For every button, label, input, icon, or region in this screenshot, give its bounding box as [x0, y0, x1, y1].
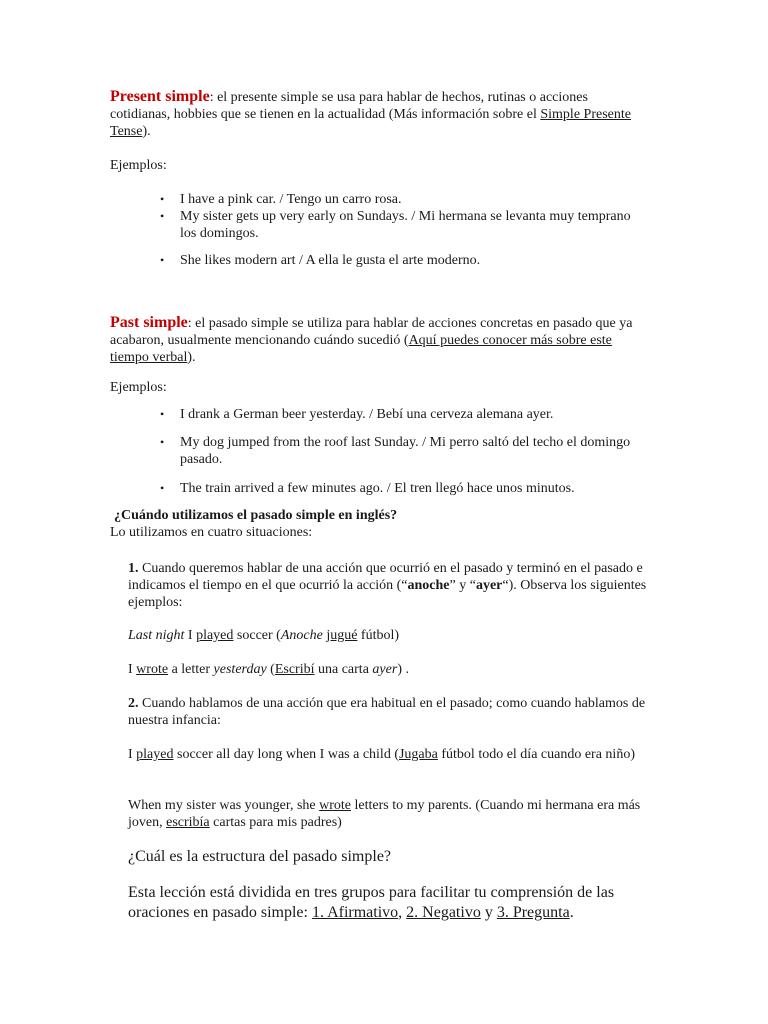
- bullet-icon: •: [160, 407, 165, 421]
- estructura-heading: ¿Cuál es la estructura del pasado simple?: [128, 848, 392, 865]
- link-pregunta[interactable]: 3. Pregunta: [496, 904, 570, 921]
- keyword-ayer: ayer: [475, 578, 503, 593]
- present-simple-paragraph: [110, 88, 650, 140]
- past-simple-text: : el pasado simple se utiliza para hablar de acciones concretas en pasado que ya acabaron, usualmente mencionando cuándo sucedió (: [110, 316, 633, 348]
- situation-1-paragraph: [128, 560, 648, 611]
- situation-1-text: Cuando queremos hablar de una acción que ocurrió en el pasado y terminó en el pasado e indicamos el tiempo en el que ocurrió la acción (“: [128, 561, 643, 593]
- example-text: fútbol todo el día cuando era niño): [437, 747, 635, 762]
- list-item-text: I drank a German beer yesterday. / Bebí una cerveza alemana ayer.: [180, 407, 554, 422]
- list-item-text: My sister gets up very early on Sundays. / Mi hermana se levanta muy temprano los domingos.: [180, 209, 631, 241]
- example-verb: escribía: [166, 815, 210, 830]
- example-verb: Escribí: [274, 662, 315, 677]
- past-simple-paragraph: [110, 314, 650, 366]
- present-simple-heading: Present simple: [110, 88, 210, 105]
- example-text: fútbol): [357, 628, 400, 643]
- situation-1-connector: ” y “: [449, 578, 476, 593]
- example-verb: Jugaba: [398, 747, 438, 762]
- example-text: Last night: [128, 628, 185, 643]
- list-item-text: She likes modern art / A ella le gusta el arte moderno.: [180, 253, 481, 268]
- example-verb: wrote: [319, 798, 352, 813]
- example-verb: played: [136, 747, 174, 762]
- example-text: una carta: [314, 662, 373, 677]
- bullet-icon: •: [160, 435, 165, 449]
- example-text: ayer: [372, 662, 398, 677]
- example-text: (: [266, 662, 275, 677]
- estructura-separator: ,: [398, 904, 407, 921]
- example-verb: wrote: [136, 662, 169, 677]
- situation-2-number: 2.: [128, 696, 139, 711]
- example-yesterday: [128, 661, 648, 678]
- estructura-separator: y: [480, 904, 497, 921]
- past-simple-link[interactable]: Aquí puedes conocer más sobre este tiempo verbal: [110, 333, 612, 365]
- example-text: a letter: [168, 662, 214, 677]
- example-last-night: [128, 627, 648, 644]
- situation-1-text-end: “). Observa los siguientes ejemplos:: [128, 578, 647, 610]
- list-item-text: My dog jumped from the roof last Sunday. / Mi perro saltó del techo el domingo pasado.: [180, 435, 631, 467]
- list-item-text: The train arrived a few minutes ago. / El tren llegó hace unos minutos.: [180, 481, 575, 496]
- link-afirmativo[interactable]: 1. Afirmativo: [311, 904, 399, 921]
- past-simple-end: ).: [187, 350, 196, 365]
- example-text: cartas para mis padres): [209, 815, 342, 830]
- keyword-anoche: anoche: [407, 578, 450, 593]
- estructura-text: Esta lección está dividida en tres grupos para facilitar tu comprensión de las oraciones en pasado simple:: [128, 884, 615, 921]
- bullet-icon: •: [160, 192, 165, 206]
- example-text: ) .: [397, 662, 409, 677]
- present-simple-text: : el presente simple se usa para hablar de hechos, rutinas o acciones cotidianas, hobbies que se tienen en la actualidad (Más información sobre el: [110, 90, 588, 122]
- example-child: [128, 746, 648, 763]
- list-item-text: I have a pink car. / Tengo un carro rosa.: [180, 192, 402, 207]
- situation-2-text: Cuando hablamos de una acción que era habitual en el pasado; como cuando hablamos de nuestra infancia:: [128, 696, 646, 728]
- example-text: soccer (: [233, 628, 281, 643]
- bullet-icon: •: [160, 209, 165, 223]
- situation-1-number: 1.: [128, 561, 139, 576]
- past-simple-heading: Past simple: [110, 314, 188, 331]
- example-text: Anoche: [280, 628, 323, 643]
- present-simple-end: ).: [142, 124, 151, 139]
- cuando-intro: Lo utilizamos en cuatro situaciones:: [110, 525, 313, 540]
- estructura-paragraph: [128, 883, 648, 923]
- present-simple-link[interactable]: Simple Presente Tense: [110, 107, 631, 139]
- example-text: letters to my parents. (Cuando mi hermana era más joven,: [128, 798, 641, 830]
- cuando-heading: ¿Cuándo utilizamos el pasado simple en inglés?: [114, 508, 398, 523]
- example-text: yesterday: [213, 662, 267, 677]
- present-examples-label: Ejemplos:: [110, 158, 167, 173]
- example-text: I: [184, 628, 197, 643]
- bullet-icon: •: [160, 481, 165, 495]
- example-text: When my sister was younger, she: [128, 798, 320, 813]
- situation-2-paragraph: [128, 695, 648, 729]
- example-text: I: [128, 747, 137, 762]
- example-verb: played: [196, 628, 234, 643]
- example-sister: [128, 797, 648, 831]
- bullet-icon: •: [160, 253, 165, 267]
- example-text: I: [128, 662, 137, 677]
- link-negativo[interactable]: 2. Negativo: [406, 904, 481, 921]
- example-verb: jugué: [326, 628, 358, 643]
- estructura-end: .: [569, 904, 574, 921]
- past-examples-label: Ejemplos:: [110, 380, 167, 395]
- example-text: soccer all day long when I was a child (: [173, 747, 399, 762]
